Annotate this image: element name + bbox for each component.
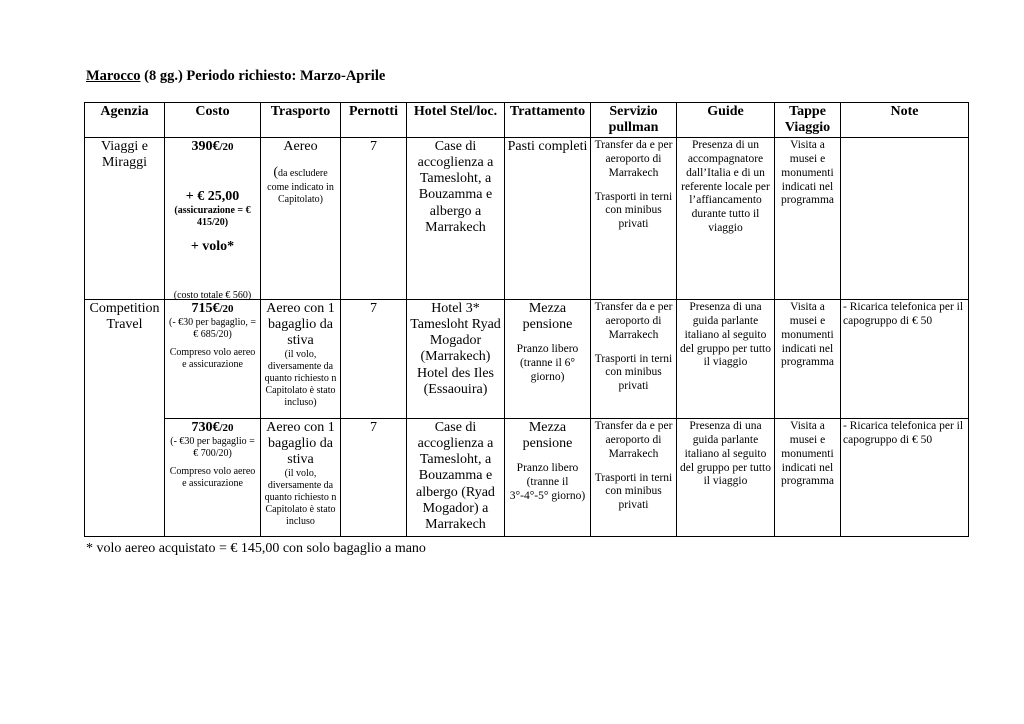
cell-tappe: Visita a musei e monumenti indicati nel programma bbox=[775, 138, 841, 300]
cell-pullman: Transfer da e per aeroporto di Marrakech Trasporti in terni con minibus privati bbox=[591, 419, 677, 537]
cell-tappe: Visita a musei e monumenti indicati nel programma bbox=[775, 419, 841, 537]
cell-hotel: Case di accoglienza a Tamesloht, a Bouzamma e albergo a Marrakech bbox=[407, 138, 505, 300]
cell-trasporto: Aereo (da escludere come indicato in Capitolato) bbox=[261, 138, 341, 300]
cell-note bbox=[841, 138, 969, 300]
table-row bbox=[85, 419, 969, 537]
price-main: 730€ bbox=[191, 420, 220, 436]
cell-guide: Presenza di una guida parlante italiano al seguito del gruppo per tutto il viaggio bbox=[677, 300, 775, 419]
header-hotel: Hotel Stel/loc. bbox=[407, 103, 505, 138]
price-main: 390€ bbox=[191, 139, 220, 155]
cell-pullman: Transfer da e per aeroporto di Marrakech Trasporti in terni con minibus privati bbox=[591, 300, 677, 419]
title-country: Marocco bbox=[86, 68, 141, 84]
price-main: 715€ bbox=[191, 301, 220, 317]
price-suffix: /20 bbox=[219, 303, 234, 316]
header-trasporto: Trasporto bbox=[261, 103, 341, 138]
cell-guide: Presenza di un accompagnatore dall’Italia e di un referente locale per l’affiancamento durante tutto il viaggio bbox=[677, 138, 775, 300]
price-suffix: /20 bbox=[219, 141, 234, 154]
price-plus-note: (assicurazione = € 415/20) bbox=[174, 205, 251, 229]
page-title bbox=[86, 68, 385, 85]
cell-pernotti: 7 bbox=[341, 138, 407, 300]
price-total: (costo totale € 560) bbox=[173, 290, 252, 302]
price-sub: (- €30 per bagaglio, = € 685/20) bbox=[168, 317, 256, 341]
header-row bbox=[85, 103, 969, 138]
cell-costo bbox=[165, 138, 261, 300]
price-volo: + volo* bbox=[190, 239, 235, 255]
header-costo: Costo bbox=[165, 103, 261, 138]
price-included: Compreso volo aereo e assicurazione bbox=[169, 347, 256, 371]
cell-hotel: Case di accoglienza a Tamesloht, a Bouzamma e albergo (Ryad Mogador) a Marrakech bbox=[407, 419, 505, 537]
cell-pullman: Transfer da e per aeroporto di Marrakech Trasporti in terni con minibus privati bbox=[591, 138, 677, 300]
price-sub: (- €30 per bagaglio = € 700/20) bbox=[170, 436, 255, 460]
cell-guide: Presenza di una guida parlante italiano al seguito del gruppo per tutto il viaggio bbox=[677, 419, 775, 537]
cell-trattamento: Pasti completi bbox=[505, 138, 591, 300]
table-row bbox=[85, 300, 969, 419]
cell-trattamento: Mezza pensione Pranzo libero (tranne il 3°-4°-5° giorno) bbox=[505, 419, 591, 537]
cell-trattamento: Mezza pensione Pranzo libero (tranne il 6° giorno) bbox=[505, 300, 591, 419]
cell-tappe: Visita a musei e monumenti indicati nel programma bbox=[775, 300, 841, 419]
header-agenzia: Agenzia bbox=[85, 103, 165, 138]
table-row bbox=[85, 138, 969, 300]
cell-agenzia: Competition Travel bbox=[85, 300, 165, 537]
cell-note: - Ricarica telefonica per il capogruppo di € 50 bbox=[841, 419, 969, 537]
price-included: Compreso volo aereo e assicurazione bbox=[169, 466, 256, 490]
header-guide: Guide bbox=[677, 103, 775, 138]
cell-agenzia: Viaggi e Miraggi bbox=[85, 138, 165, 300]
header-pernotti: Pernotti bbox=[341, 103, 407, 138]
header-trattamento: Trattamento bbox=[505, 103, 591, 138]
footnote: * volo aereo acquistato = € 145,00 con solo bagaglio a mano bbox=[86, 541, 426, 556]
header-pullman: Servizio pullman bbox=[591, 103, 677, 138]
cell-costo bbox=[165, 300, 261, 419]
cell-costo bbox=[165, 419, 261, 537]
header-note: Note bbox=[841, 103, 969, 138]
title-rest: (8 gg.) Periodo richiesto: Marzo-Aprile bbox=[140, 68, 386, 84]
price-suffix: /20 bbox=[219, 422, 234, 435]
header-tappe: Tappe Viaggio bbox=[775, 103, 841, 138]
cell-hotel: Hotel 3* Tamesloht Ryad Mogador (Marrakech) Hotel des Iles (Essaouira) bbox=[407, 300, 505, 419]
cell-trasporto: Aereo con 1 bagaglio da stiva (il volo, diversamente da quanto richiesto n Capitolato è stato incluso bbox=[261, 419, 341, 537]
cell-note: - Ricarica telefonica per il capogruppo di € 50 bbox=[841, 300, 969, 419]
cell-pernotti: 7 bbox=[341, 300, 407, 419]
offers-table bbox=[84, 102, 969, 537]
cell-pernotti: 7 bbox=[341, 419, 407, 537]
cell-trasporto: Aereo con 1 bagaglio da stiva (il volo, diversamente da quanto richiesto n Capitolato è stato incluso) bbox=[261, 300, 341, 419]
price-plus: + € 25,00 bbox=[185, 189, 240, 205]
